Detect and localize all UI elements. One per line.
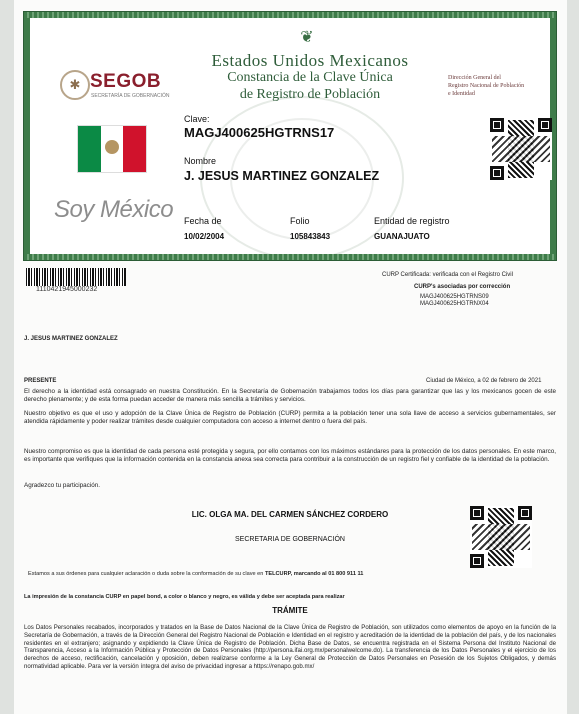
signer-name: LIC. OLGA MA. DEL CARMEN SÁNCHEZ CORDERO <box>191 510 389 519</box>
title-registro: de Registro de Población <box>239 87 381 102</box>
privacy-notice: Los Datos Personales recabados, incorporados y tratados en la Base de Datos Nacional de la Clave Única de Registro de Población, son utilizados como elementos de apoyo en la función de la Secretaría de Gobernación, a través de la Dirección General del Registro Nacional de Población e Identidad en el registro y acreditación de la identidad de la población del país, y de los nacionales residentes en el extranjero; asignando y expidiendo la Clave Única de Registro de Población. Dicha Base de Datos, se encuentra registrada en el Sistema Persona del Instituto Nacional de Transparencia, Acceso a la Información Pública y Protección de Datos Personales (http://persona.ifai.org.mx/personalwelcome.do). La transferencia de los Datos Personales y el ejercicio de los derechos de acceso, rectificación, cancelación y oposición, deben realizarse conforme a la Ley General de Protección de Datos Personales en Posesión de los Sujetos Obligados, y demás normatividad aplicable. Para ver la versión íntegra del aviso de privacidad ingresar a https://renapo.gob.mx/ <box>24 624 556 670</box>
coat-of-arms-icon: ❦ <box>300 29 314 46</box>
clave-label: Clave: <box>184 114 210 124</box>
entidad-value: GUANAJUATO <box>374 232 430 241</box>
curp-card <box>24 12 556 260</box>
nombre-value: J. JESUS MARTINEZ GONZALEZ <box>184 169 380 183</box>
title-country: Estados Unidos Mexicanos <box>211 51 409 70</box>
asociadas-title: CURP's asociadas por corrección <box>414 284 511 290</box>
clave-value: MAGJ400625HGTRNS17 <box>184 125 335 140</box>
nombre-label: Nombre <box>184 156 217 166</box>
fecha-label: Fecha de <box>184 216 222 226</box>
curp-document <box>14 0 567 714</box>
paragraph-objective: Nuestro objetivo es que el uso y adopción de la Clave Única de Registro de Población (CURP) permita a la población tener una sola llave de acceso a servicios gubernamentales, ser atendida rápidamente y poder realizar trámites desde cualquier computadora con acceso a internet dentro o fuera del país. <box>24 410 556 426</box>
asociada-curp: MAGJ400625HGTRNX04 <box>420 301 489 307</box>
contact-line: Estamos a sus órdenes para cualquier aclaración o duda sobre la conformación de su clave en TELCURP, marcando al 01 800 911 11 <box>28 571 364 577</box>
entidad-label: Entidad de registro <box>374 216 450 226</box>
barcode-number: 1110421945000232 <box>36 286 98 293</box>
presente-label: PRESENTE <box>24 378 57 384</box>
folio-label: Folio <box>290 216 310 226</box>
asociada-curp: MAGJ400625HGTRNS09 <box>420 294 489 300</box>
qr-code-icon <box>470 506 532 568</box>
paragraph-identity: El derecho a la identidad está consagrado en nuestra Constitución. En la Secretaría de Gobernación trabajamos todos los días para garantizar que las y los mexicanos gocen de este derecho plenamente; y de esta forma puedan acceder de manera más sencilla a trámites y servicios. <box>24 388 556 404</box>
fecha-value: 10/02/2004 <box>184 232 225 241</box>
rnp-label: Dirección General del Registro Nacional de Población e Identidad <box>448 75 525 97</box>
print-note: La impresión de la constancia CURP en papel bond, a color o blanco y negro, es válida y debe ser aceptada para realizar <box>24 594 345 600</box>
paragraph-commitment: Nuestro compromiso es que la identidad de cada persona esté protegida y segura, por ello contamos con los máximos estándares para la protección de los datos personales. En este marco, es importante que verifiques que la información contenida en la constancia anexa sea correcta para contribuir a la construcción de un registro fiel y confiable de la identidad de la población. <box>24 448 556 464</box>
date-line: Ciudad de México, a 02 de febrero de 2021 <box>426 378 542 384</box>
addressee-name: J. JESUS MARTINEZ GONZALEZ <box>24 336 118 342</box>
segob-subtitle: SECRETARÍA DE GOBERNACIÓN <box>91 93 170 99</box>
segob-logo: SEGOB <box>90 71 162 92</box>
paragraph-thanks: Agradezco tu participación. <box>24 482 100 489</box>
title-constancia: Constancia de la Clave Única <box>227 70 393 85</box>
mexico-flag-icon <box>78 126 146 172</box>
segob-emblem-icon: ✱ <box>60 70 90 100</box>
qr-code-icon <box>490 118 552 180</box>
tramite-title: TRÁMITE <box>272 606 308 615</box>
curp-certificada: CURP Certificada: verificada con el Registro Civil <box>382 272 513 278</box>
soy-mexico-logo: Soy México <box>54 196 174 223</box>
signer-title: SECRETARIA DE GOBERNACIÓN <box>235 536 345 543</box>
folio-value: 105843843 <box>290 232 331 241</box>
barcode-icon <box>26 268 126 286</box>
